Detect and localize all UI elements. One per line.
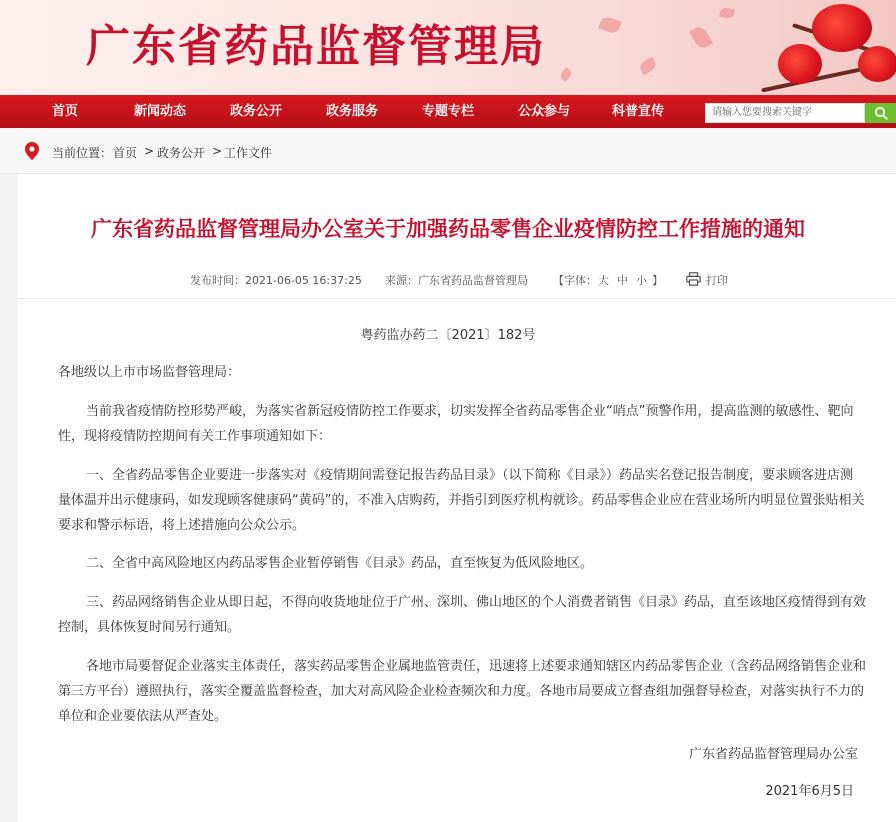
flower-icon [812,4,872,52]
document-date: 2021年6月5日 [765,784,854,799]
paragraph-line: 二、全省中高风险地区内药品零售企业暂停销售《目录》药品，直至恢复为低风险地区。 [86,556,594,571]
site-title[interactable]: 广东省药品监督管理局 [86,21,546,72]
paragraph-line: 三、药品网络销售企业从即日起，不得向收货地址位于广州、深圳、佛山地区的个人消费者销售《目录》药品，直至该地区疫情得到有效 [86,595,867,610]
publish-time: 发布时间：2021-06-05 16:37:25 [190,274,362,287]
search-input[interactable]: 请输入您要搜索关键字 [705,103,865,123]
flower-icon [778,44,822,84]
flower-icon [858,46,896,82]
paragraph-line: 要求和警示标语，将上述措施向公众公示。 [58,518,306,533]
doc-number: 粤药监办药二〔2021〕182号 [360,328,536,343]
breadcrumb-separator: > [212,144,223,158]
nav-item-news[interactable]: 新闻动态 [133,104,186,119]
petal-decoration [719,7,735,19]
page-title: 广东省药品监督管理局办公室关于加强药品零售企业疫情防控工作措施的通知 [91,217,805,241]
printer-icon[interactable] [686,272,701,286]
article-source: 来源：广东省药品监督管理局 [385,274,528,287]
font-size-medium[interactable]: 中 [617,274,628,287]
print-link[interactable]: 打印 [706,274,728,287]
breadcrumb [0,128,896,174]
header-banner [0,0,896,95]
signature: 广东省药品监督管理局办公室 [688,747,858,762]
paragraph-line: 量体温并出示健康码，如发现顾客健康码“黄码”的，不准入店购药，并指引到医疗机构就诊。药品零售企业应在营业场所内明显位置张贴相关 [58,493,865,508]
breadcrumb-item-gov-affairs[interactable]: 政务公开 [157,146,206,160]
nav-item-science-publicity[interactable]: 科普宣传 [611,104,664,119]
paragraph-line: 控制，具体恢复时间另行通知。 [58,620,241,635]
breadcrumb-separator: > [144,144,155,158]
location-pin-icon [25,142,39,160]
search-button[interactable] [865,103,896,123]
paragraph-line: 性，现将疫情防控期间有关工作事项通知如下： [58,429,332,444]
petal-decoration [598,15,622,35]
petal-decoration [689,24,713,51]
font-size-close: 】 [652,274,663,287]
breadcrumb-item-home[interactable]: 首页 [113,146,138,160]
petal-decoration [638,57,658,75]
font-size-large[interactable]: 大 [598,274,609,287]
divider [18,298,896,299]
nav-item-gov-services[interactable]: 政务服务 [325,104,378,119]
search-icon [874,106,888,120]
petal-decoration [559,67,574,82]
paragraph-line: 当前我省疫情防控形势严峻，为落实省新冠疫情防控工作要求，切实发挥全省药品零售企业“哨点”预警作用，提高监测的敏感性、靶向 [86,404,854,419]
nav-item-public-participation[interactable]: 公众参与 [517,104,570,119]
font-size-label: 【字体： [553,274,597,287]
nav-item-home[interactable]: 首页 [51,104,78,119]
breadcrumb-item-work-documents[interactable]: 工作文件 [224,146,273,160]
nav-item-gov-affairs[interactable]: 政务公开 [229,104,282,119]
salutation: 各地级以上市市场监督管理局： [58,365,241,380]
nav-item-special-topics[interactable]: 专题专栏 [421,104,474,119]
font-size-small[interactable]: 小 [636,274,647,287]
paragraph-line: 单位和企业要依法从严查处。 [58,709,228,724]
breadcrumb-label: 当前位置： [52,146,113,160]
paragraph-line: 一、全省药品零售企业要进一步落实对《疫情期间需登记报告药品目录》（以下简称《目录》）药品实名登记报告制度，要求顾客进店测 [86,468,854,483]
paragraph-line: 第三方平台）遵照执行，落实全覆盖监督检查，加大对高风险企业检查频次和力度。各地市局要成立督查组加强督导检查，对落实执行不力的 [58,684,865,699]
paragraph-line: 各地市局要督促企业落实主体责任，落实药品零售企业属地监管责任，迅速将上述要求通知辖区内药品零售企业（含药品网络销售企业和 [86,659,867,674]
